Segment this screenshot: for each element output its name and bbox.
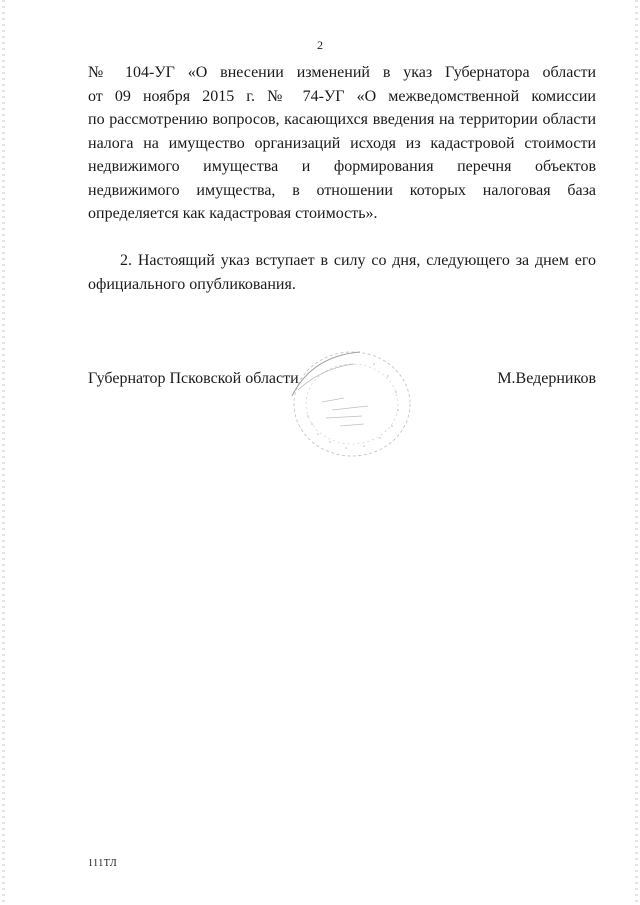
document-code: 111ТЛ [88,858,118,869]
paragraph-line: определяется как кадастровая стоимость». [88,205,378,222]
scan-edge-left [2,0,5,905]
paragraph-line: 2. Настоящий указ вступает в силу со дня, следующего за днем его [120,252,596,269]
paragraph-1 [88,61,596,226]
paragraph-line: недвижимого имущества, в отношении которых налоговая база [88,181,596,199]
paragraph-line: № 104-УГ «О внесении изменений в указ Губернатора области [88,64,596,81]
scan-edge-right [635,0,638,905]
official-seal-stamp [282,346,418,464]
signatory-position: Губернатор Псковской области [88,370,299,387]
paragraph-line: по рассмотрению вопросов, касающихся введения на территории области [88,111,596,128]
paragraph-line: налога на имущество организаций исходя из кадастровой стоимости [88,134,596,152]
paragraph-line: официального опубликования. [88,275,296,293]
page-number: 2 [317,38,323,52]
paragraph-line: от 09 ноября 2015 г. № 74-УГ «О межведомственной комиссии [88,87,596,105]
paragraph-2 [88,249,596,296]
paragraph-line: недвижимого имущества и формирования перечня объектов [88,158,596,175]
signatory-name: М.Ведерников [497,370,596,387]
